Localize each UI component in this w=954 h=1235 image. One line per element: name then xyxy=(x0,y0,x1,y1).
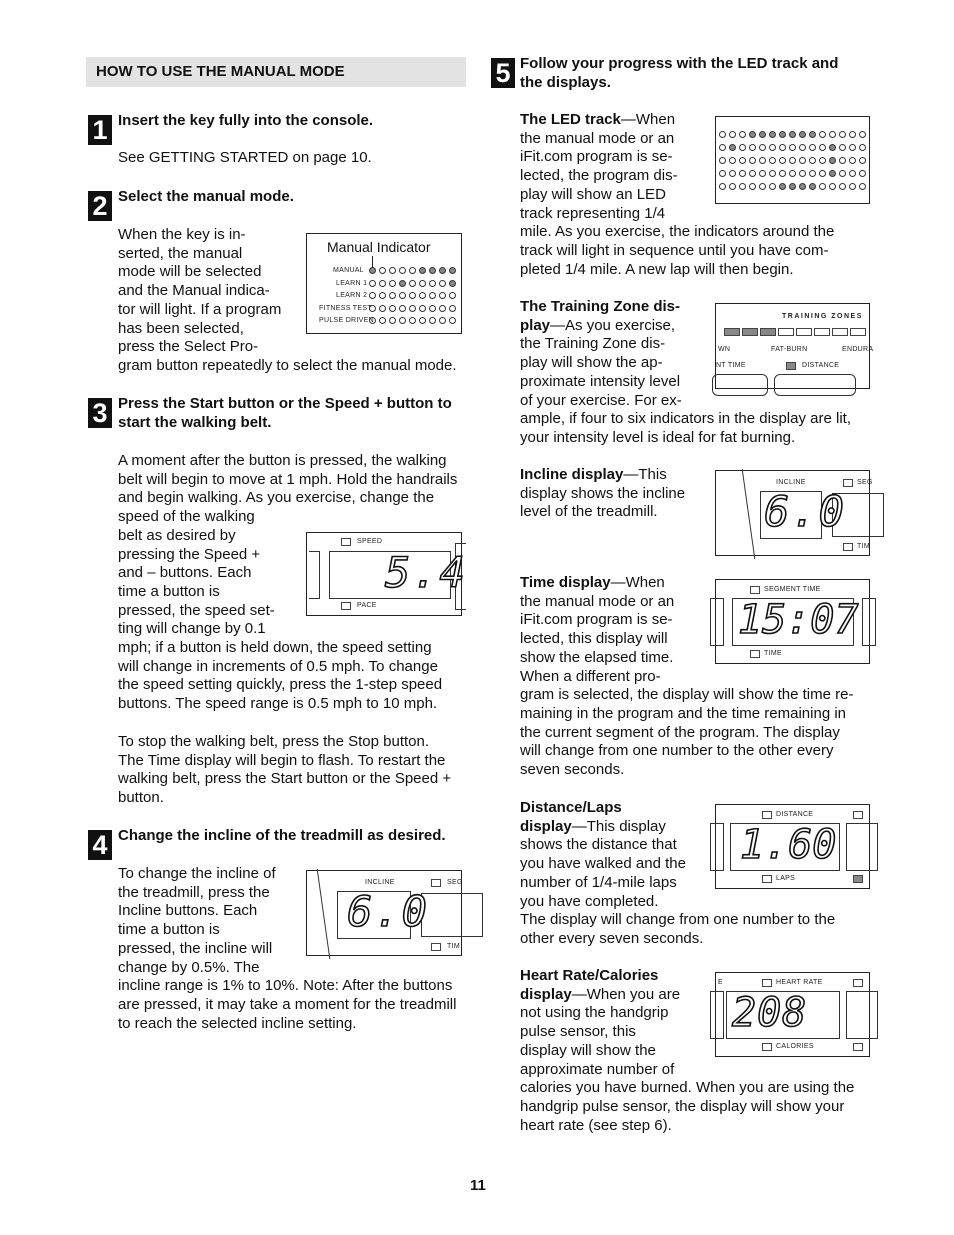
step-4-title: Change the incline of the treadmill as desired. xyxy=(118,827,446,844)
step-3-title: Press the Start button or the Speed + button to start the walking belt. xyxy=(118,395,452,431)
display-label: SEGMENT TIME xyxy=(764,586,821,593)
section-header xyxy=(86,57,466,87)
step-2-title: Select the manual mode. xyxy=(118,188,294,205)
heart-rate-display-figure xyxy=(715,972,870,1057)
display-label: INCLINE xyxy=(776,479,806,486)
step-2-text: When the key is in- serted, the manual mode will be selected and the Manual indica- tor will light. If a program has been selected, press the Select Pro- gram button repeatedly to select the manual mode. xyxy=(118,226,457,374)
step-3-number: 3 xyxy=(88,398,112,428)
indicator-light xyxy=(762,1043,772,1051)
indicator-light xyxy=(843,479,853,487)
heart-rate-value: 208 xyxy=(732,990,808,1036)
led-row xyxy=(369,316,459,324)
led-track-text: The LED track—When the manual mode or an iFit.com program is se- lected, the program dis- play will show an LED track representing 1/4 mile. As you exercise, the indicators around the track will light in sequence until you have com- pleted 1/4 mile. A new lap will then begin. xyxy=(520,111,835,278)
indicator-light xyxy=(431,943,441,951)
page-number: 11 xyxy=(470,1177,486,1194)
display-label: TRAINING ZONES xyxy=(782,313,863,320)
incline-value: 6.0 xyxy=(764,487,846,536)
section-title: HOW TO USE THE MANUAL MODE xyxy=(96,63,345,80)
row-label: PULSE DRIVEN xyxy=(319,317,374,324)
indicator-light xyxy=(341,538,351,546)
indicator-light xyxy=(341,602,351,610)
display-label: INCLINE xyxy=(365,879,395,886)
led-row xyxy=(369,279,459,287)
step-5-title: Follow your progress with the LED track and the displays. xyxy=(520,55,839,91)
display-label: SEG xyxy=(447,879,463,886)
led-track-figure xyxy=(715,116,870,204)
step-4-text: To change the incline of the treadmill, press the Incline buttons. Each time a button is pressed, the incline will change by 0.5%. The incline range is 1% to 10%. Note: After the buttons are pressed, it may take a moment for the treadmill to reach the selected incline setting. xyxy=(118,865,457,1032)
display-label: ENDURA xyxy=(842,346,874,353)
step-3-text-stop: To stop the walking belt, press the Stop button. The Time display will begin to flash. To restart the walking belt, press the Start button or the Speed + button. xyxy=(118,733,452,807)
time-display-text: Time display—When the manual mode or an iFit.com program is se- lected, this display will show the elapsed time. When a different pro- gram is selected, the display will show the time re- maining in the program and the time remaining in the current segment of the program. The display will change from one number to the other every seven seconds. xyxy=(520,574,854,779)
speed-value: 5.4 xyxy=(385,548,467,597)
indicator-light xyxy=(853,1043,863,1051)
display-label: FAT-BURN xyxy=(771,346,808,353)
incline-value: 6.0 xyxy=(347,887,429,936)
row-label: LEARN 1 xyxy=(336,280,368,287)
led-row xyxy=(369,291,459,299)
incline-display-figure-2 xyxy=(715,470,873,556)
display-label: TIM xyxy=(447,943,460,950)
indicator-light xyxy=(762,875,772,883)
training-zone-text: The Training Zone dis- play—As you exercise, the Training Zone dis- play will show the ap- proximate intensity level of your exercise. For ex- ample, if four to six indicators in the display are lit, your intensity level is ideal for fat burning. xyxy=(520,298,851,446)
indicator-light xyxy=(853,811,863,819)
indicator-light xyxy=(762,811,772,819)
display-label: E xyxy=(718,979,723,986)
display-label: LAPS xyxy=(776,875,796,882)
speed-display-figure xyxy=(306,532,467,616)
distance-display-figure xyxy=(715,804,870,889)
time-display-figure xyxy=(715,579,870,664)
step-4-number: 4 xyxy=(88,830,112,860)
manual-indicator-caption: Manual Indicator xyxy=(327,239,431,255)
row-label: FITNESS TEST xyxy=(319,305,372,312)
indicator-light xyxy=(843,543,853,551)
display-label: WN xyxy=(718,346,731,353)
row-label: MANUAL xyxy=(333,267,364,274)
indicator-light xyxy=(431,879,441,887)
display-label: SEG xyxy=(857,479,873,486)
display-label: DISTANCE xyxy=(776,811,814,818)
led-row xyxy=(369,304,459,312)
indicator-light xyxy=(750,586,760,594)
step-1-text: See GETTING STARTED on page 10. xyxy=(118,149,372,166)
display-label: NT TIME xyxy=(716,362,746,369)
step-5-number: 5 xyxy=(491,58,515,88)
indicator-light xyxy=(762,979,772,987)
step-1-number: 1 xyxy=(88,115,112,145)
time-value: 15:07 xyxy=(738,597,859,643)
step-3-text: A moment after the button is pressed, the walking belt will begin to move at 1 mph. Hold the handrails and begin walking. As you exercise, change the speed of the walking belt as desired by pressing the Speed + and – buttons. Each time a button is pressed, the speed set- ting will change by 0.1 mph; if a button is held down, the speed setting will change in increments of 0.5 mph. To change the speed setting quickly, press the 1-step speed buttons. The speed range is 0.5 mph to 10 mph. xyxy=(118,452,458,713)
display-label: TIME xyxy=(764,650,782,657)
indicator-light xyxy=(750,650,760,658)
display-label: PACE xyxy=(357,602,377,609)
display-label: SPEED xyxy=(357,538,383,545)
indicator-light xyxy=(853,875,863,883)
led-row xyxy=(369,266,459,274)
step-2-number: 2 xyxy=(88,191,112,221)
distance-value: 1.60 xyxy=(740,822,837,868)
display-label: DISTANCE xyxy=(802,362,840,369)
heart-rate-display-text: Heart Rate/Calories display—When you are not using the handgrip pulse sensor, this display will show the approximate number of calories you have burned. When you are using the handgrip pulse sensor, the display will show your heart rate (see step 6). xyxy=(520,967,855,1134)
incline-display-text: Incline display—This display shows the incline level of the treadmill. xyxy=(520,466,686,521)
distance-display-text: Distance/Laps display—This display shows the distance that you have walked and the number of 1/4-mile laps you have completed. The display will change from one number to the other every seven seconds. xyxy=(520,799,836,947)
display-label: HEART RATE xyxy=(776,979,823,986)
incline-display-figure xyxy=(306,870,462,956)
indicator-light xyxy=(853,979,863,987)
display-label: CALORIES xyxy=(776,1043,814,1050)
step-1-title: Insert the key fully into the console. xyxy=(118,112,374,129)
manual-indicator-figure xyxy=(306,233,462,334)
training-zone-figure xyxy=(715,303,874,389)
display-label: TIM xyxy=(857,543,870,550)
row-label: LEARN 2 xyxy=(336,292,368,299)
